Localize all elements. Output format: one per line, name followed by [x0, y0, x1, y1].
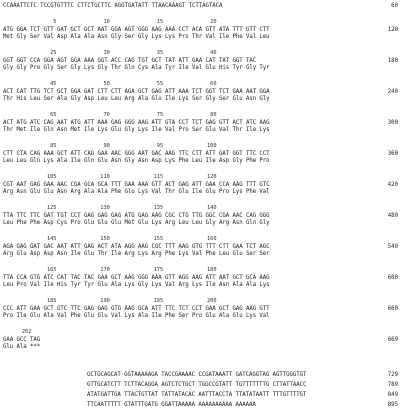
position-number: 669: [387, 337, 398, 343]
utr-sequence: GTTGCATCTT TCTTACAGGA AGTCTCTGCT TGGCCGTATT TGTTTTTTTG CTTATTAACC: [87, 382, 307, 388]
utr-sequence: TTCAATTTTT GTATTTGATG GGATTAAAAA AAAAAAAAAA AAAAAA: [87, 402, 256, 408]
amino-acid-line: Thr Met Ile Gln Asn Met Ile Lys Glu Gly Lys Ile Val Pro Ser Glu Val Thr Ile Lys: [3, 127, 270, 133]
nucleotide-line: GGT GGT CCA GGA AGT GGA AAA GGT ACC CAG TGT GCT TAT ATT GAA CAT TAT GGT TAC: [3, 58, 257, 64]
amino-acid-line: Glu Ala ***: [3, 344, 41, 350]
nucleotide-line: CTT CTA CAG AAA GCT ATT CAG GAA AAC GGG AAT GAC AAG TTC CTT ATT GAT GGT TTC CCT: [3, 151, 270, 157]
position-number: 600: [387, 275, 398, 281]
nucleotide-line: CGT AAT GAG GAA AAC CGA GCA GCA TTT GAA AAA GTT ACT GAG ATT GAA CCA AAG TTT GTC: [3, 182, 270, 188]
position-number: 849: [387, 392, 398, 398]
codon-index: 185 190 195 200: [3, 298, 217, 304]
position-number: 895: [387, 402, 398, 408]
codon-index: 25 30 35 40: [3, 50, 217, 56]
codon-index: 45 50 55 60: [3, 81, 217, 87]
codon-index: 65 70 75 80: [3, 112, 217, 118]
position-number: 240: [387, 89, 398, 95]
utr-sequence: GCTGCAGCAT GGTAAAAAGA TACCGAAAAC CCGATAAATT GATCAGGTAG AGTTGGGTGT: [87, 372, 307, 378]
nucleotide-line: AGA GAG GAT GAC AAT ATT GAG ACT ATA AGG AAG CGC TTT AAG GTG TTT CTT GAA TCT AGC: [3, 244, 270, 250]
position-number: 729: [387, 372, 398, 378]
nucleotide-line: ATG GGA TCT GTT GAT GCT GCT AAT GGA AGT GGG AAG AAA CCT ACA GTT ATA TTT GTT CTT: [3, 27, 270, 33]
codon-index: 165 170 175 180: [3, 267, 217, 273]
nucleotide-line: ACT CAT TTG TCT GCT GGA GAT CTT CTT AGA GCT GAG ATT AAA TCT GGT TCT GAA AAT GGA: [3, 89, 270, 95]
nucleotide-line: GAA GCC TAG: [3, 337, 41, 343]
codon-index: 145 150 155 160: [3, 236, 217, 242]
utr-sequence: ATATGATTGA TTACTGTTAT TATTATACAC AATTTACCTA TTATATAATT TTTGTTTTGT: [87, 392, 307, 398]
position-number: 789: [387, 382, 398, 388]
position-number: 60: [391, 3, 398, 9]
position-number: 120: [387, 27, 398, 33]
position-number: 300: [387, 120, 398, 126]
codon-index: 105 110 115 120: [3, 174, 217, 180]
codon-index: 125 130 135 140: [3, 205, 217, 211]
amino-acid-line: Leu Leu Gln Lys Ala Ile Gln Glu Asn Gly Asn Asp Lys Phe Leu Ile Asp Gly Phe Pro: [3, 158, 270, 164]
amino-acid-line: Leu Phe Phe Asp Cys Pro Glu Glu Glu Met Glu Lys Arg Leu Leu Gly Arg Asn Gln Gly: [3, 220, 270, 226]
position-number: 360: [387, 151, 398, 157]
amino-acid-line: Arg Asn Glu Glu Asn Arg Ala Ala Phe Glu Lys Val Thr Glu Ile Glu Pro Lys Phe Val: [3, 189, 270, 195]
position-number: 420: [387, 182, 398, 188]
nucleotide-line: ACT ATG ATC CAG AAT ATG ATT AAA GAG GGG AAG ATT GTA CCT TCT GAG GTT ACT ATC AAG: [3, 120, 270, 126]
amino-acid-line: Pro Ile Glu Ala Val Phe Glu Glu Val Lys Ala Ile Phe Ser Pro Glu Ala Glu Lys Val: [3, 313, 270, 319]
position-number: 480: [387, 213, 398, 219]
amino-acid-line: Met Gly Ser Val Asp Ala Ala Asn Gly Ser Gly Lys Lys Pro Thr Val Ile Phe Val Leu: [3, 34, 270, 40]
codon-index: 202: [3, 329, 32, 335]
leader-sequence: CCAAATTCTC TCCGTGTTTC CTTCTGCTTC AGGTGATATT TTAACAAAGT TCTTAGTACA: [3, 3, 223, 9]
amino-acid-line: Arg Glu Asp Asp Asn Ile Glu Thr Ile Arg Lys Arg Phe Lys Val Phe Leu Glu Ser Ser: [3, 251, 270, 257]
position-number: 180: [387, 58, 398, 64]
nucleotide-line: TTA TTC TTC GAT TGT CCT GAG GAG GAG ATG GAG AAG CGC CTG TTG GGC CGA AAC CAG GGG: [3, 213, 270, 219]
codon-index: 5 10 15 20: [3, 19, 217, 25]
codon-index: 85 90 95 100: [3, 143, 217, 149]
nucleotide-line: CCC ATT GAA GCT GTC TTC GAG GAG GTG AAG GCA ATT TTC TCT CCT GAA GCT GAG AAG GTT: [3, 306, 270, 312]
amino-acid-line: Leu Pro Val Ile His Tyr Tyr Glu Ala Lys Gly Lys Val Arg Lys Ile Asn Ala Ala Lys: [3, 282, 270, 288]
position-number: 660: [387, 306, 398, 312]
amino-acid-line: Gly Gly Pro Gly Ser Gly Lys Gly Thr Gln Cys Ala Tyr Ile Val Glu His Tyr Gly Tyr: [3, 65, 270, 71]
position-number: 540: [387, 244, 398, 250]
nucleotide-line: TTA CCA GTG ATC CAT TAC TAC GAA GCT AAG GGG AAA GTT AGG AAG ATT AAT GCT GCA AAG: [3, 275, 270, 281]
amino-acid-line: Thr His Leu Ser Ala Gly Asp Leu Leu Arg Ala Glu Ile Lys Ser Gly Ser Glu Asn Gly: [3, 96, 270, 102]
